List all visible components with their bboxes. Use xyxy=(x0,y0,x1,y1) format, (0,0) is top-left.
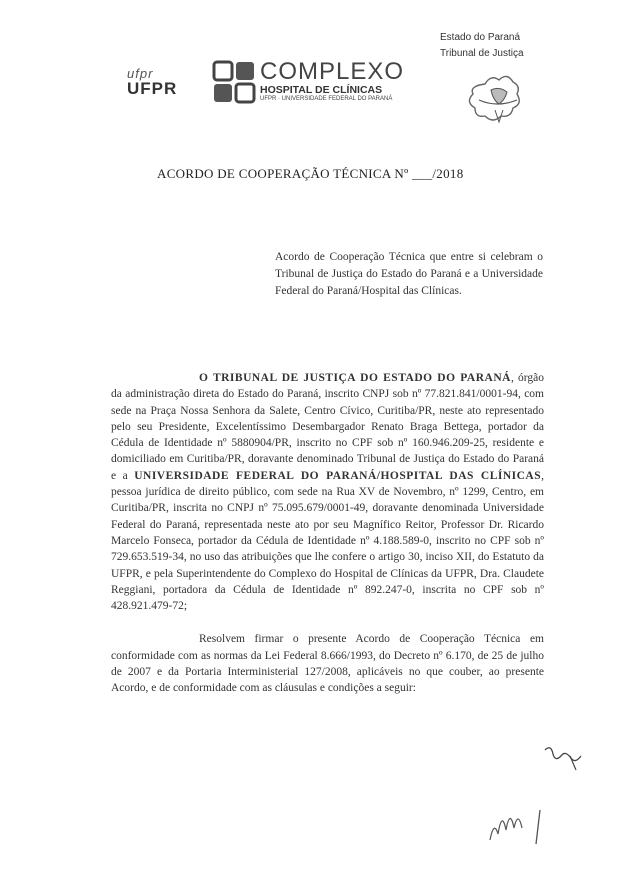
signature-mark xyxy=(480,800,560,850)
state-name: Estado do Paraná xyxy=(440,32,521,43)
agreement-summary: Acordo de Cooperação Técnica que entre si celebram o Tribunal de Justiça do Estado do Paraná e a Universidade Federal do Paraná/Hospital das Clínicas. xyxy=(275,251,543,297)
hospital-logo-word: COMPLEXO xyxy=(260,58,405,85)
party-tjpr: O TRIBUNAL DE JUSTIÇA DO ESTADO DO PARANÁ xyxy=(199,372,511,384)
party-ufpr-details: , pessoa jurídica de direito público, com sede na Rua XV de Novembro, nº 1299, Centro, em Curitiba/PR, inscrita no CNPJ nº 75.095.679/0001-49, doravante denominada Universidade Federal do Paraná, representada neste ato por seu Magnífico Reitor, Professor Dr. Ricardo Marcelo Fonseca, portador da Cédula de Identidade nº 4.188.589-0, inscrito no CPF sob nº 729.653.519-34, no uso das atribuições que lhe confere o artigo 30, inciso XII, do Estatuto da UFPR, e pela Superintendente do Complexo do Hospital de Clínicas da UFPR, Dra. Claudete Reggiani, portadora da Cédula de Identidade nº 892.247-0, inscrita no CPF sob nº 428.921.479-72; xyxy=(111,469,544,613)
parties-paragraph xyxy=(111,370,544,614)
initials-mark xyxy=(540,740,590,780)
hospital-logo-subtitle: HOSPITAL DE CLÍNICAS xyxy=(260,84,383,96)
issuer-block xyxy=(440,30,570,62)
resolution-paragraph: Resolvem firmar o presente Acordo de Cooperação Técnica em conformidade com as normas da Lei Federal 8.666/1993, do Decreto nº 6.170, de 25 de julho de 2007 e da Portaria Interministerial 127/2008, aplicáveis no que couber, ao presente Acordo, e de conformidade com as cláusulas e condições a seguir: xyxy=(111,633,544,695)
hospital-mark-icon xyxy=(212,60,256,104)
party-ufpr: UNIVERSIDADE FEDERAL DO PARANÁ/HOSPITAL DAS CLÍNICAS xyxy=(134,469,542,482)
hospital-logo-tagline: UFPR · UNIVERSIDADE FEDERAL DO PARANÁ xyxy=(260,96,393,102)
ufpr-logo-top: ufpr xyxy=(127,66,154,81)
court-name: Tribunal de Justiça xyxy=(440,48,524,59)
document-body xyxy=(111,370,544,697)
ufpr-logo-name: UFPR xyxy=(127,79,178,98)
court-seal-emblem xyxy=(455,70,540,130)
document-title: ACORDO DE COOPERAÇÃO TÉCNICA Nº ___/2018 xyxy=(157,166,464,181)
ufpr-logo xyxy=(127,66,197,102)
party-tjpr-details: , órgão da administração direta do Estado do Paraná, inscrito CNPJ sob nº 77.821.841/0001-94, com sede na Praça Nossa Senhora da Salete, Centro Cívico, Curitiba/PR, neste ato representado pelo seu Presidente, Excelentíssimo Desembargador Renato Braga Bettega, portador da Cédula de Identidade nº 5880904/PR, inscrito no CPF sob nº 160.946.209-25, residente e domiciliado em Curitiba/PR, doravante denominado Tribunal de Justiça do Estado do Paraná e a xyxy=(111,372,544,482)
hospital-complex-logo xyxy=(212,58,405,105)
